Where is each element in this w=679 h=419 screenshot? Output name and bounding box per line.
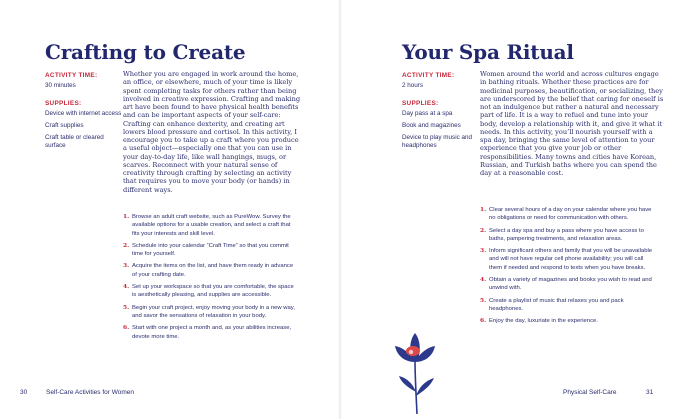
step-item bbox=[123, 304, 299, 321]
steps-list bbox=[480, 206, 654, 330]
running-title: Physical Self-Care bbox=[563, 389, 617, 396]
step-text: Set up your workspace so that you are comfortable, the space is aesthetically pleasing, and supplies are accessible. bbox=[132, 284, 294, 299]
step-text: Obtain a variety of magazines and books you wish to read and unwind with. bbox=[489, 277, 652, 292]
step-item bbox=[480, 247, 654, 272]
supplies-list bbox=[45, 110, 123, 150]
supply-item: Day pass at a spa bbox=[402, 109, 453, 117]
page-title: Crafting to Create bbox=[45, 40, 246, 64]
step-item bbox=[480, 297, 654, 314]
activity-time-label: ACTIVITY TIME: bbox=[45, 72, 98, 79]
step-number: 3. bbox=[480, 247, 487, 255]
page-number: 30 bbox=[20, 389, 28, 396]
supplies-label: SUPPLIES: bbox=[45, 99, 82, 107]
step-number: 5. bbox=[123, 303, 130, 311]
supply-item: Craft table or cleared surface bbox=[45, 133, 104, 149]
running-title: Self-Care Activities for Women bbox=[46, 389, 135, 396]
step-item bbox=[480, 227, 654, 244]
step-item bbox=[480, 276, 654, 293]
step-item bbox=[480, 317, 654, 325]
step-item bbox=[123, 324, 299, 341]
step-number: 1. bbox=[123, 213, 130, 220]
step-text: Inform significant others and family that you will be unavailable and will not have regular cell phone availability; you will call them if needed and respond to texts when you have breaks. bbox=[489, 248, 653, 271]
page-number: 31 bbox=[646, 389, 654, 396]
supply-item: Device to play music and headphones bbox=[402, 133, 472, 149]
flower-illustration bbox=[385, 332, 447, 414]
step-number: 6. bbox=[480, 317, 487, 325]
step-text: Schedule into your calendar “Craft Time” so that you commit time for yourself. bbox=[132, 242, 289, 258]
step-text: Create a playlist of music that relaxes you and pack headphones. bbox=[489, 297, 624, 312]
step-text: Acquire the items on the list, and have them ready in advance of your crafting date. bbox=[132, 263, 294, 278]
activity-time-value: 2 hours bbox=[402, 82, 424, 89]
steps-list bbox=[123, 213, 299, 345]
step-text: Start with one project a month and, as your abilities increase, devote more time. bbox=[132, 325, 292, 340]
step-number: 3. bbox=[123, 262, 130, 270]
supply-item: Craft supplies bbox=[45, 121, 84, 129]
flower-center-pink bbox=[409, 350, 413, 354]
supply-item: Book and magazines bbox=[402, 121, 461, 129]
step-text: Enjoy the day, luxuriate in the experience. bbox=[489, 318, 598, 325]
flower-center-red bbox=[406, 346, 420, 356]
supplies-label: SUPPLIES: bbox=[402, 99, 439, 107]
step-number: 2. bbox=[123, 241, 130, 249]
step-number: 5. bbox=[480, 296, 487, 304]
step-number: 4. bbox=[123, 283, 130, 291]
intro-paragraph: Women around the world and across cultures engage in bathing rituals. Whether these practices are for medicinal purposes, beautification, or socializing, they are underscored by the belief that caring for oneself is not an indulgence but rather a natural and necessary part of life. It is a way to refuel and tune into your body, develop a relationship with it, and give it what it needs. In this activity, you’ll nourish yourself with a spa day, bringing the same level of attention to your experience that you give your job or other responsibilities. Many towns and cities have Korean, Russian, and Turkish baths where you can spend the day at a reasonable cost. bbox=[480, 70, 664, 177]
activity-sidebar bbox=[45, 72, 123, 154]
step-number: 6. bbox=[123, 324, 130, 332]
step-text: Begin your craft project, enjoy moving your body in a new way, and savor the sensations of relaxation in your body. bbox=[132, 304, 295, 319]
supplies-list bbox=[402, 110, 480, 150]
step-item bbox=[123, 213, 299, 238]
activity-time-label: ACTIVITY TIME: bbox=[402, 72, 455, 79]
activity-sidebar bbox=[402, 72, 480, 154]
step-text: Browse an adult craft website, such as PureWow. Survey the available options for a usable creation, and select a craft that fits your interests and skill level. bbox=[132, 214, 291, 237]
step-number: 1. bbox=[480, 206, 487, 213]
step-number: 4. bbox=[480, 276, 487, 284]
intro-paragraph: Whether you are engaged in work around the home, an office, or elsewhere, much of your time is likely spent completing tasks for others rather than being involved in creative expression. Crafting and making art have been found to have physical health benefits and can be important aspects of your self-care: Crafting can enhance dexterity, and creating art lowers blood pressure and cortisol. In this activity, I encourage you to take up a craft where you produce a useful object—especially one that you can use in your day-to-day life, like wall hangings, mugs, or scarves. Reconnect with your natural sense of creativity through crafting by selecting an activity that requires you to move your body (or hands) in different ways. bbox=[123, 70, 301, 194]
activity-time-value: 30 minutes bbox=[45, 82, 76, 89]
step-number: 2. bbox=[480, 226, 487, 234]
page-title: Your Spa Ritual bbox=[402, 40, 574, 64]
step-item bbox=[480, 206, 654, 223]
step-item bbox=[123, 283, 299, 300]
step-item bbox=[123, 242, 299, 259]
supply-item: Device with internet access bbox=[45, 109, 122, 117]
step-text: Clear several hours of a day on your calendar where you have no obligations or need for communication with others. bbox=[489, 207, 652, 222]
step-text: Select a day spa and buy a pass where you have access to baths, pampering treatments, and relaxation areas. bbox=[489, 227, 644, 242]
step-item bbox=[123, 262, 299, 279]
